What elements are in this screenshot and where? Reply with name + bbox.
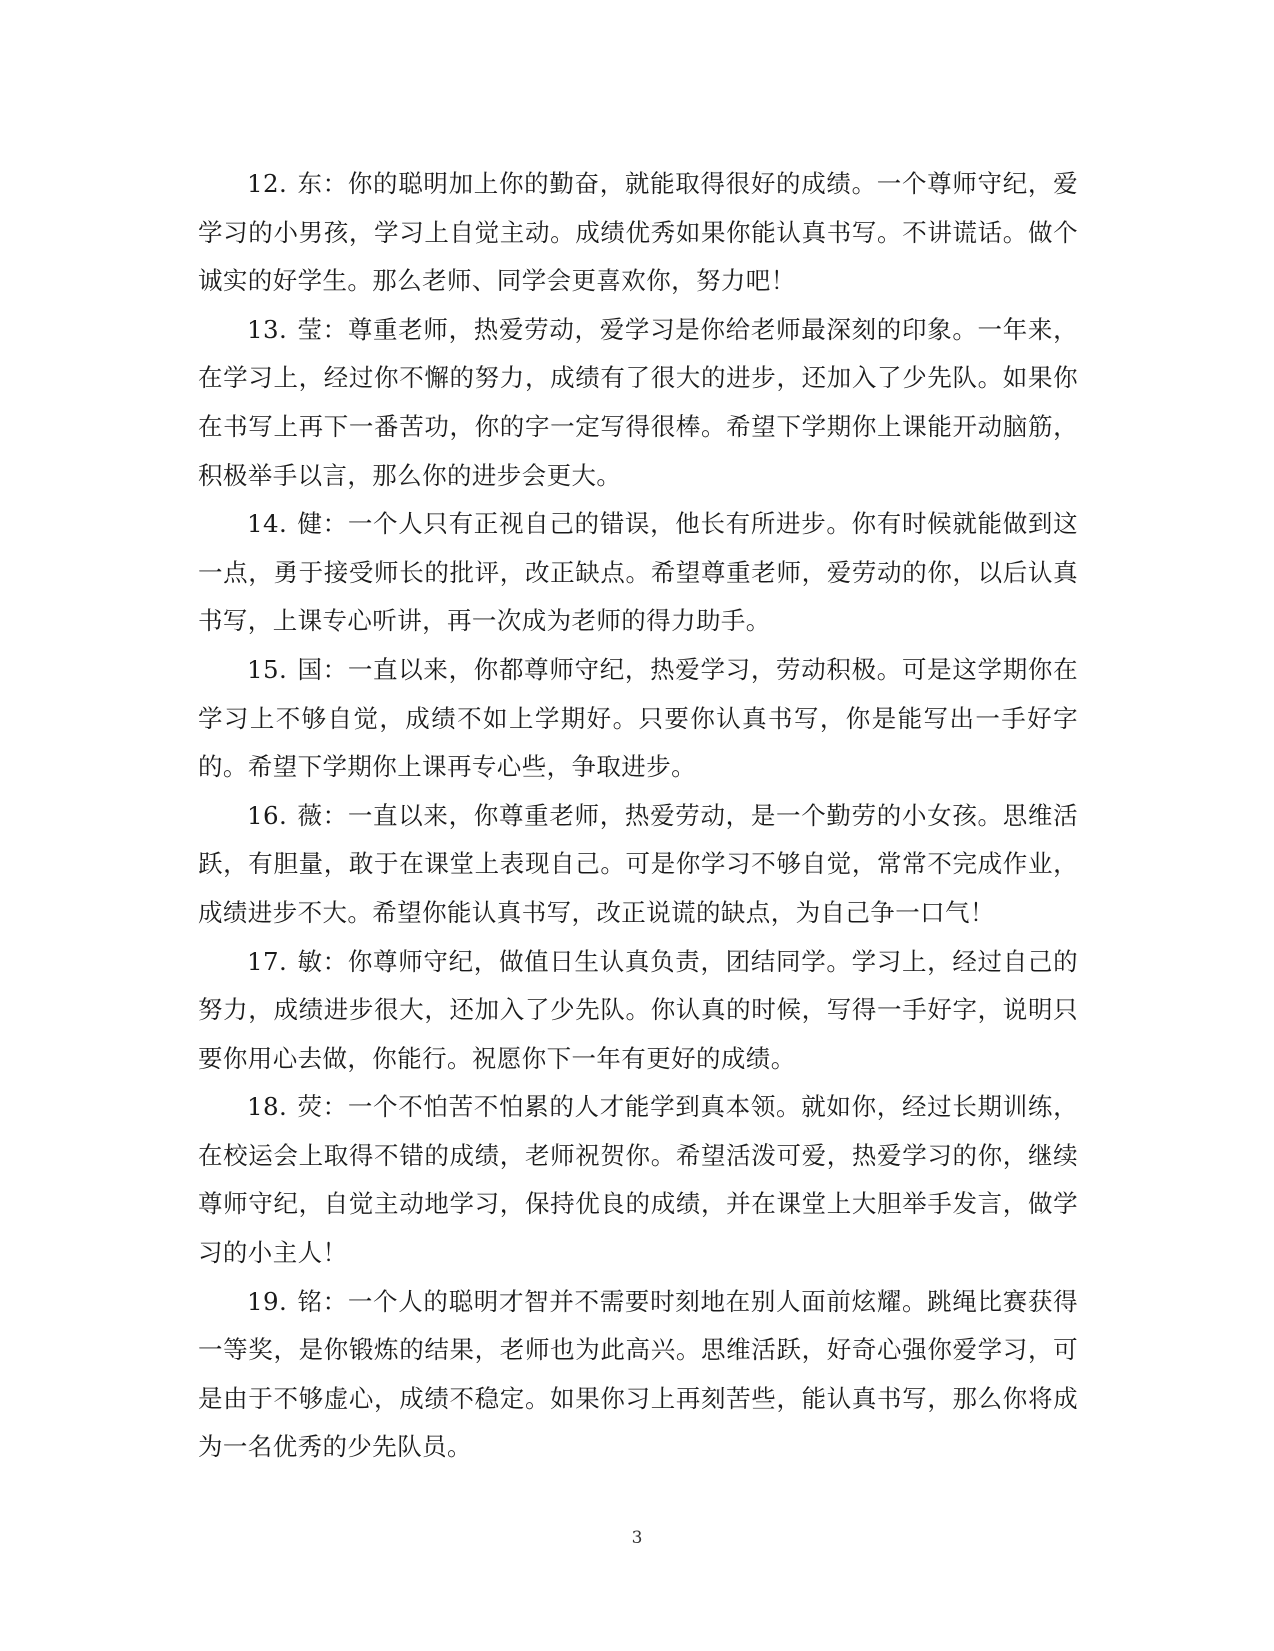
paragraph-number: 18. <box>247 1092 288 1122</box>
paragraph-text: 敏：你尊师守纪，做值日生认真负责，团结同学。学习上，经过自己的努力，成绩进步很大，还加入了少先队。你认真的时候，写得一手好字，说明只要你用心去做，你能行。祝愿你下一年有更好的成绩。 <box>198 946 1078 1073</box>
paragraph-number: 12. <box>247 169 288 198</box>
document-body <box>198 160 1078 1472</box>
paragraph-text: 国：一直以来，你都尊师守纪，热爱学习，劳动积极。可是这学期你在学习上不够自觉，成绩不如上学期好。只要你认真书写，你是能写出一手好字的。希望下学期你上课再专心些，争取进步。 <box>198 654 1078 782</box>
paragraph-17 <box>198 938 1078 1084</box>
paragraph-number: 17. <box>247 946 288 976</box>
paragraph-text: 健：一个人只有正视自己的错误，他长有所进步。你有时候就能做到这一点，勇于接受师长的批评，改正缺点。希望尊重老师，爱劳动的你，以后认真书写，上课专心听讲，再一次成为老师的得力助手。 <box>198 509 1078 636</box>
paragraph-14 <box>198 500 1078 646</box>
paragraph-text: 薇：一直以来，你尊重老师，热爱劳动，是一个勤劳的小女孩。思维活跃，有胆量，敢于在课堂上表现自己。可是你学习不够自觉，常常不完成作业，成绩进步不大。希望你能认真书写，改正说谎的缺点，为自己争一口气！ <box>198 800 1078 927</box>
paragraph-number: 16. <box>247 800 288 830</box>
paragraph-13 <box>198 306 1078 500</box>
paragraph-15 <box>198 646 1078 792</box>
paragraph-number: 13. <box>247 314 288 344</box>
paragraph-text: 荧：一个不怕苦不怕累的人才能学到真本领。就如你，经过长期训练，在校运会上取得不错的成绩，老师祝贺你。希望活泼可爱，热爱学习的你，继续尊师守纪，自觉主动地学习，保持优良的成绩，并在课堂上大胆举手发言，做学习的小主人！ <box>198 1092 1078 1268</box>
paragraph-number: 14. <box>247 509 288 539</box>
paragraph-number: 19. <box>247 1286 288 1316</box>
paragraph-18 <box>198 1083 1078 1277</box>
paragraph-text: 铭：一个人的聪明才智并不需要时刻地在别人面前炫耀。跳绳比赛获得一等奖，是你锻炼的结果，老师也为此高兴。思维活跃，好奇心强你爱学习，可是由于不够虚心，成绩不稳定。如果你习上再刻苦些，能认真书写，那么你将成为一名优秀的少先队员。 <box>198 1286 1078 1462</box>
paragraph-number: 15. <box>247 654 288 684</box>
paragraph-16 <box>198 792 1078 938</box>
paragraph-text: 东：你的聪明加上你的勤奋，就能取得很好的成绩。一个尊师守纪，爱学习的小男孩，学习上自觉主动。成绩优秀如果你能认真书写。不讲谎话。做个诚实的好学生。那么老师、同学会更喜欢你，努力吧！ <box>198 169 1078 296</box>
paragraph-text: 莹：尊重老师，热爱劳动，爱学习是你给老师最深刻的印象。一年来，在学习上，经过你不懈的努力，成绩有了很大的进步，还加入了少先队。如果你在书写上再下一番苦功，你的字一定写得很棒。希望下学期你上课能开动脑筋，积极举手以言，那么你的进步会更大。 <box>198 314 1078 490</box>
page-number: 3 <box>631 1528 643 1548</box>
paragraph-12 <box>198 160 1078 306</box>
paragraph-19 <box>198 1278 1078 1472</box>
